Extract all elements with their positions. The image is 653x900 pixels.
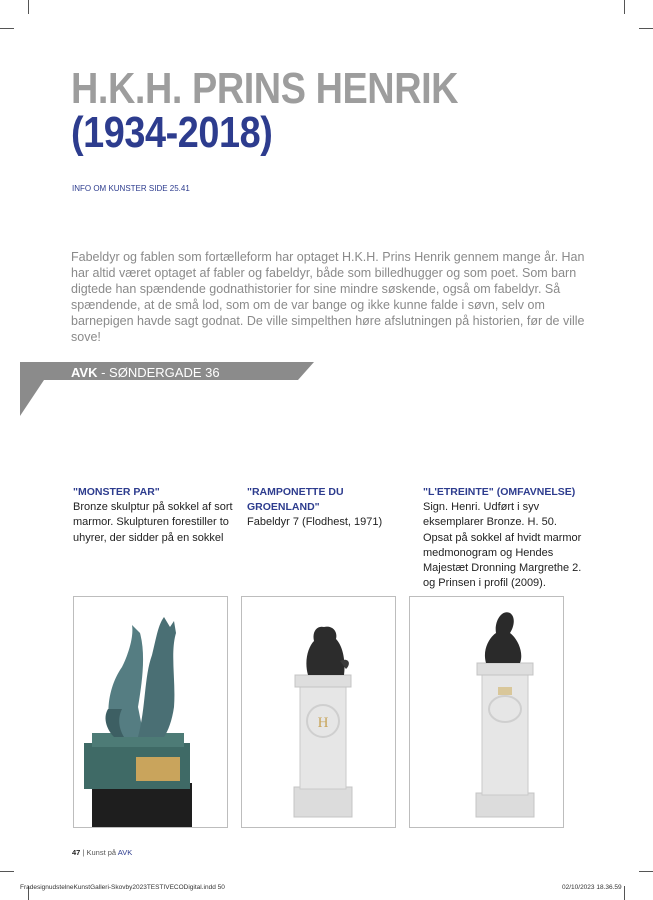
crop-mark <box>0 28 14 29</box>
banner-label-rest: - SØNDERGADE 36 <box>97 365 220 380</box>
artist-info-reference: INFO OM KUNSTER SIDE 25.41 <box>72 184 190 193</box>
crop-mark <box>639 871 653 872</box>
pedestal-cap <box>477 663 533 675</box>
pedestal-cap <box>295 675 351 687</box>
sculpture-image <box>74 597 227 827</box>
page-subtitle-years: (1934-2018) <box>71 108 273 157</box>
crop-mark <box>28 0 29 14</box>
crop-mark <box>0 871 14 872</box>
artwork-description: Fabeldyr 7 (Flodhest, 1971) <box>247 516 383 529</box>
sculpture-image <box>242 597 395 827</box>
intro-paragraph: Fabeldyr og fablen som fortælleform har optaget H.K.H. Prins Henrik gennem mange år. Han har altid været optaget af fabler og fabeldyr, både som billedhugger og som poet. Som barn digtede han spændende godnathistorier for sine mindre søskende, også om fabeldyr. Så spændende, at de små lod, som om de var bange og ikke kunne falde i søvn, selv om barnepigen havde sagt godnat. De ville simpelthen høre afslutningen på historien, før de ville sove! <box>71 250 585 344</box>
artwork-caption-3 <box>423 485 583 591</box>
artwork-title: "RAMPONETTE DU GROENLAND" <box>247 486 344 514</box>
sculpture-image <box>410 597 563 827</box>
crown-monogram <box>498 687 512 695</box>
artwork-description: Bronze skulptur på sokkel af sort marmor. Skulpturen forestiller to uhyrer, der sidder på en sokkel <box>73 501 233 544</box>
print-slug-datetime: 02/10/2023 18.36.59 <box>562 884 622 891</box>
hippo-figure <box>306 627 344 675</box>
artwork-caption-1 <box>73 485 233 546</box>
footer-section-strong: AVK <box>117 848 133 857</box>
print-slug-file: FradesignudstelneKunstGalleri-Skovby2023TESTIVECODigital.indd 50 <box>20 884 225 891</box>
footer-section: Kunst på <box>86 848 118 857</box>
section-banner-label <box>71 364 220 382</box>
banner-label-strong: AVK <box>71 365 98 380</box>
artwork-caption-2 <box>247 485 407 531</box>
footer-separator: | <box>80 848 87 857</box>
artwork-photo-monster-par <box>73 596 228 828</box>
embrace-figure <box>485 612 521 663</box>
brass-plaque <box>136 757 180 781</box>
artwork-description: Sign. Henri. Udført i syv eksemplarer Bronze. H. 50. Opsat på sokkel af hvidt marmor medmonogram og Hendes Majestæt Dronning Margrethe 2. og Prinsen i profil (2009). <box>423 501 582 590</box>
monster-right <box>138 617 176 737</box>
artwork-title: "MONSTER PAR" <box>73 486 160 498</box>
monogram-h: H <box>317 715 329 731</box>
page-title: H.K.H. PRINS HENRIK <box>71 64 459 113</box>
crop-mark <box>624 0 625 14</box>
artwork-photo-ramponette <box>241 596 396 828</box>
page-number: 47 <box>72 848 81 857</box>
page-footer <box>72 848 132 857</box>
pedestal-base <box>92 783 192 827</box>
crop-mark <box>624 886 625 900</box>
pedestal-foot <box>476 793 534 817</box>
pedestal-foot <box>294 787 352 817</box>
crop-mark <box>639 28 653 29</box>
artwork-title: "L'ETREINTE" (OMFAVNELSE) <box>423 486 576 498</box>
artwork-photo-letreinte <box>409 596 564 828</box>
